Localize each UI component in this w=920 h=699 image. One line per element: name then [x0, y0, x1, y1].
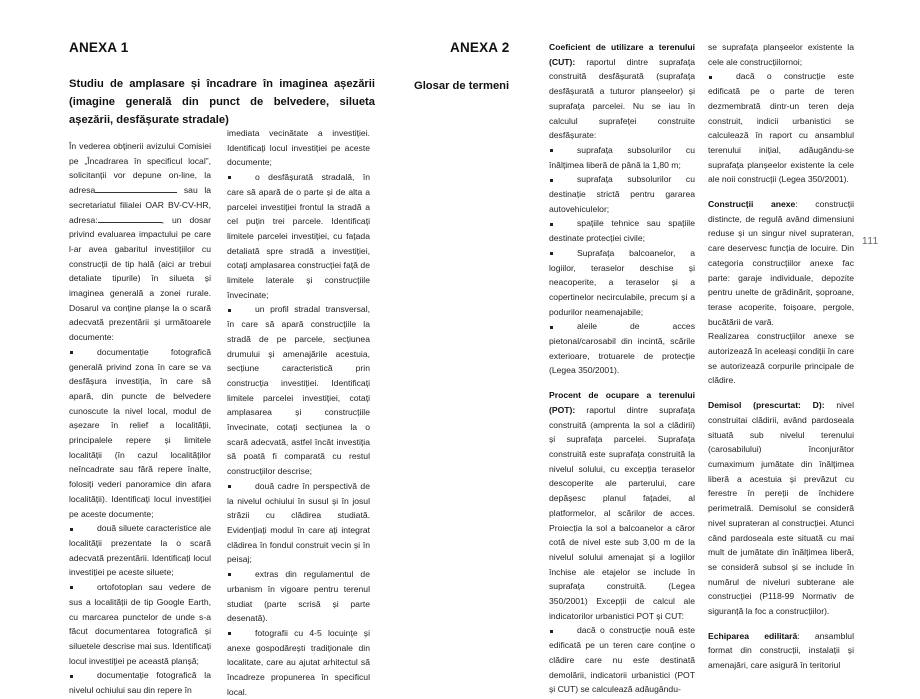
- list-item: dacă o construcție este edificată pe o parte de teren dezmembrată dintr-un teren deja construit, indicii urbanistici se calculează în raport cu ansamblul terenului inițial, adăugându-se suprafața planșeelor existente la cele ale noii construcții (Legea 350/2001).: [708, 71, 854, 185]
- glossary-entry-cut: Coeficient de utilizare a terenului (CUT): raportul dintre suprafața construită desfășurată (suprafața desfășurată a tuturor planșeelor) și suprafața parcelei. Nu se iau în calculul suprafeței construite desfășurate:: [549, 42, 695, 141]
- intro-text-c: , un dosar privind evaluarea impactului pe care l-ar avea gabaritul investițiilor cu construcții de tip hală (aici ar trebui detaliate tipurile) în silueta și imaginea generală a zonei rurale. Dosarul va conține planșe la o scară adecvată prezentării și următoarele documente:: [69, 214, 211, 343]
- glossary-column-2: se suprafața planșeelor existente la cele ale construcțiilornoi; dacă o construcție este edificată pe o parte de teren dezmembrată dintr-un teren deja construit, indicii urbanistici se calculează în raport cu ansamblul terenului inițial, adăugându-se suprafața planșeelor existente la cele ale noii construcții (Legea 350/2001). Construcții anexe: construcții distincte, de regulă având dimensiuni reduse și un singur nivel suprateran, care deservesc funcția de locuire. Din categoria construcțiilor anexe fac parte: garaje individuale, depozite pentru unelte de grădinărit, șoproane, terase acoperite, foișoare, pergole, bucătării de vară. Realizarea construcțiilor anexe se autorizează în aceleași condiții în care se autorizează corpurile principale de clădire. Demisol (prescurtat: D): nivel construitai clădirii, având pardoseala situată sub nivelul terenului (carosabilului) înconjurător cumaximum jumătate din înălțimea liberă a acestuia și prevăzut cu ferestre în pereții de închidere perimetrală. Demisolul se consideră nivel suprateran al construcției. Atunci când pardoseala este situată cu mai mult de jumătate din înălțimea liberă, se consideră subsol și se include în numărul de niveluri subterane ale construcției (P118-99 Normativ de siguranță la foc a construcțiilor). Echiparea edilitară: ansamblul format din construcții, instalații și amenajări, care asigură în teritoriul: [708, 40, 854, 673]
- glossary-entry-echiparea-edilitara: Echiparea edilitară: ansamblul format din construcții, instalații și amenajări, care asigură în teritoriul: [708, 630, 854, 671]
- intro-paragraph: [69, 139, 211, 345]
- term-constructii-anexe: Construcții anexe: [708, 199, 796, 210]
- bullet-icon: [227, 567, 255, 582]
- address-blank-1: [95, 183, 177, 193]
- list-item: extras din regulamentul de urbanism în vigoare pentru terenul studiat (parte scrisă și parte desenată).: [227, 569, 370, 624]
- bullet-icon: [69, 521, 97, 536]
- bullet-icon: [69, 580, 97, 595]
- glossary-entry-pot: Procent de ocupare a terenului (POT): raportul dintre suprafața construită (amprenta la sol a clădirii) și suprafața parcelei. Suprafața construită este suprafața construită la nivelul solului, cu excepția teraselor descoperite ale parterului, care depășesc planul fațadei, al platformelor, al scărilor de acces. Proiecția la sol a balcoanelor a căror cotă de nivel este sub 3,00 m de la nivelul solului amenajat și a logiilor închise ale etajelor se include în suprafața construită. (Legea 350/2001) Excepții de calcul ale indicatorilor urbanistici POT și CUT:: [549, 390, 695, 621]
- anexa-1-title: ANEXA 1: [69, 40, 129, 55]
- page-number: 111: [862, 236, 879, 247]
- bullet-icon: [227, 626, 255, 641]
- anexa-1-subtitle: Studiu de amplasare și încadrare în imaginea așezării (imagine generală din punct de belvedere, silueta așezării, desfășurate stradale): [69, 78, 375, 126]
- anexa-2-title: ANEXA 2: [450, 40, 510, 55]
- bullet-icon: [549, 246, 577, 261]
- list-item: aleile de acces pietonal/carosabil din incintă, scările exterioare, trotuarele de protecție (Legea 350/2001).: [549, 321, 695, 376]
- list-item: spațiile tehnice sau spațiile destinate protecției civile;: [549, 218, 695, 244]
- term-demisol: Demisol (prescurtat: D):: [708, 400, 825, 411]
- address-blank-2: [98, 213, 162, 223]
- bullet-icon: [69, 345, 97, 360]
- intro-text-b: sau la secretariatul filialei OAR BV-CV-HR, adresa:: [69, 185, 212, 225]
- glossary-entry-constructii-anexe: Construcții anexe: construcții distincte, de regulă având dimensiuni reduse și un singur nivel suprateran, care deservesc funcția de locuire. Din categoria construcțiilor anexe fac parte: garaje individuale, depozite pentru unelte de grădinărit, șoproane, terase acoperite, foișoare, pergole, bucătării de vară.: [708, 199, 854, 327]
- term-cut: Coeficient de utilizare a terenului (CUT):: [549, 42, 695, 67]
- bullet-icon: [549, 623, 577, 638]
- continued-paragraph: se suprafața planșeelor existente la cele ale construcțiilornoi;: [708, 42, 854, 67]
- glossary-column-1: [549, 40, 695, 697]
- bullet-icon: [549, 172, 577, 187]
- bullet-icon: [227, 302, 255, 317]
- bullet-icon: [227, 479, 255, 494]
- intro-text-a: În vederea obținerii avizului Comisiei pe „Încadrarea în specificul local”, solicitanții vor depune on-line, la adresa: [69, 141, 211, 196]
- list-item: o desfășurată stradală, în care să apară de o parte și de alta a parcelei investiției frontul la stradă a cel puțin trei parcele. Identificați limitele parcelei investiției, cu fațada detaliată spre stradă a investiției, cotați amplasarea construcției față de limitele laterale și construcțiile învecinate;: [227, 172, 370, 300]
- bullet-icon: [549, 143, 577, 158]
- list-item: fotografii cu 4-5 locuințe și anexe gospodărești tradiționale din localitate, care au ajutat arhitectul să încadreze propunerea în specificul local.: [227, 627, 370, 697]
- bullet-icon: [549, 216, 577, 231]
- anexa-2-subtitle: Glosar de termeni: [414, 80, 510, 92]
- list-item: suprafața subsolurilor cu înălțimea liberă de până la 1,80 m;: [549, 144, 695, 170]
- anexa-1-column-2: [227, 126, 370, 699]
- bullet-icon: [549, 319, 577, 334]
- bullet-icon: [708, 69, 736, 84]
- anexa-1-column-1: [69, 139, 211, 698]
- list-item: un profil stradal transversal, în care să apară construcțiile la stradă de pe parcele, secțiunea drumului și amenajările acestuia, secțiune caracteristică prin construcția investiției. Identificați limitele parcelei investiției, cotați amplasarea și construcțiile învecinate, cotați secțiunea la o scară adecvată, astfel încât investiția să poată fi comparată cu restul construcțiilor descrise;: [227, 304, 370, 477]
- list-item: dacă o construcție nouă este edificată pe un teren care conține o clădire care nu este destinată demolării, indicatorii urbanistici (POT și CUT) se calculează adăugându-: [549, 625, 695, 695]
- term-echiparea-edilitara: Echiparea edilitară: [708, 630, 798, 641]
- bullet-icon: [69, 668, 97, 683]
- list-item: documentație fotografică la nivelul ochiului sau din repere în: [69, 670, 211, 696]
- list-item: ortofotoplan sau vedere de sus a localității de tip Google Earth, cu marcarea punctelor de unde s-a făcut documentarea fotografică și siluetele descrise mai sus. Identificați locul investiției pe această planșă;: [69, 582, 211, 666]
- glossary-entry-demisol: Demisol (prescurtat: D): nivel construitai clădirii, având pardoseala situată sub nivelul terenului (carosabilului) înconjurător cumaximum jumătate din înălțimea liberă a acestuia și prevăzut cu ferestre în pereții de închidere perimetrală. Demisolul se consideră nivel suprateran al construcției. Atunci când pardoseala este situată cu mai mult de jumătate din înălțimea liberă, se consideră subsol și se include în numărul de niveluri subterane ale construcției (P118-99 Normativ de siguranță la foc a construcțiilor).: [708, 400, 854, 617]
- list-item: două cadre în perspectivă de la nivelul ochiului în susul și în josul străzii cu clădirea studiată. Evidențiați modul în care ați integrat clădirea în fondul construit vecin și în peisaj;: [227, 480, 370, 565]
- term-pot: Procent de ocupare a terenului (POT):: [549, 390, 695, 415]
- continued-paragraph: imediata vecinătate a investiției. Identificați locul investiției pe aceste documente;: [227, 128, 370, 168]
- list-item: suprafața subsolurilor cu destinație strictă pentru gararea autovehiculelor;: [549, 174, 695, 214]
- list-item: documentație fotografică generală privind zona în care se va desfășura investiția, în care să apară, din puncte de belvedere cunoscute la nivel local, modul de așezare în relief a localității, principalele repere și limitele localității (în cazul localităților neîncadrate sau fără repere înalte, folosiți vederi panoramice din afara localității). Identificați locul investiției pe aceste documente;: [69, 346, 211, 519]
- list-item: două siluete caracteristice ale localității prezentate la o scară adecvată prezentării. Identificați locul investiției pe aceste siluete;: [69, 523, 211, 578]
- bullet-icon: [227, 170, 255, 185]
- list-item: Suprafața balcoanelor, a logiilor, teraselor deschise și neacoperite, a teraselor și a copertinelor necirculabile, precum și a podurilor neamenajabile;: [549, 247, 695, 317]
